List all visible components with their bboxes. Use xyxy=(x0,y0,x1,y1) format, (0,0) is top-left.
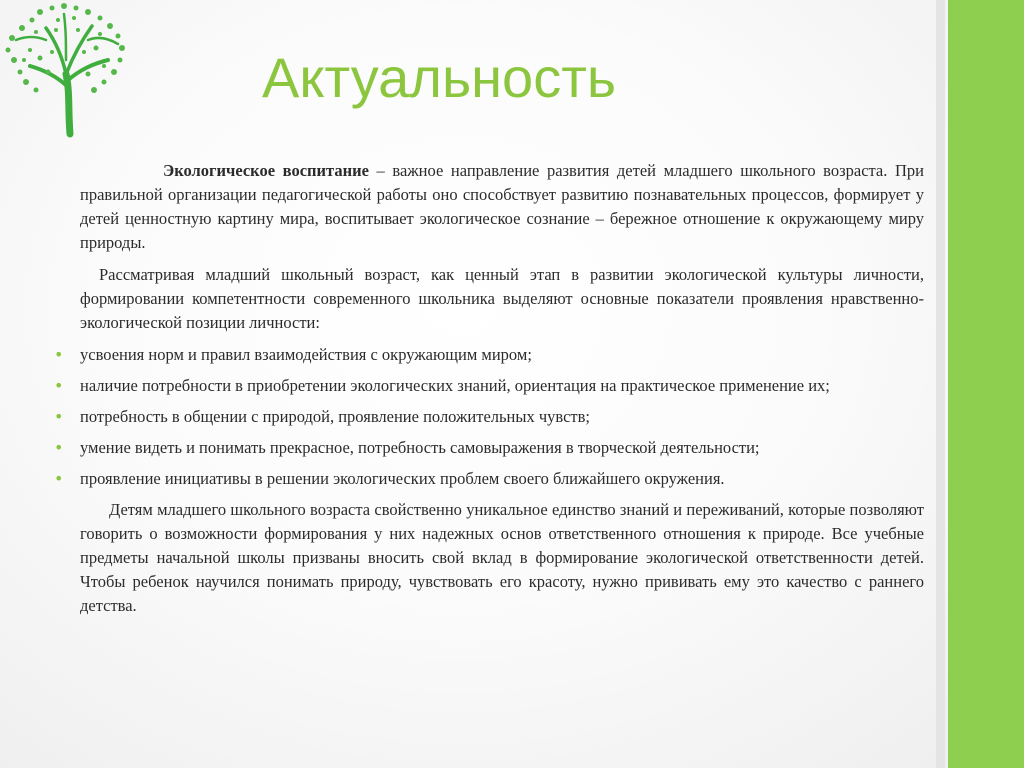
bullet-icon: • xyxy=(54,407,64,426)
bullet-icon: • xyxy=(54,376,64,395)
paragraph-intro xyxy=(54,159,924,255)
list-item xyxy=(54,467,924,491)
list-item-text: потребность в общении с природой, проявление положительных чувств; xyxy=(80,407,590,426)
slide-body xyxy=(54,159,924,626)
list-item-text: проявление инициативы в решении экологических проблем своего ближайшего окружения. xyxy=(80,469,725,488)
side-accent-stripe xyxy=(948,0,1024,768)
list-item xyxy=(54,343,924,367)
indicator-list xyxy=(54,343,924,491)
list-item xyxy=(54,436,924,460)
paragraph-indicators: Рассматривая младший школьный возраст, как ценный этап в развитии экологической культуры личности, формировании компетентности современного школьника выделяют основные показатели проявления нравственно-экологической позиции личности: xyxy=(80,265,924,332)
paragraph-intro-bold-term: Экологическое воспитание xyxy=(163,161,369,180)
bullet-icon: • xyxy=(54,469,64,488)
list-item-text: наличие потребности в приобретении экологических знаний, ориентация на практическое применение их; xyxy=(80,376,830,395)
paragraph-conclusion: Детям младшего школьного возраста свойственно уникальное единство знаний и переживаний, которые позволяют говорить о возможности формирования у них надежных основ ответственного отношения к природе. Все учебные предметы начальной школы призваны вносить свой вклад в формирование экологической ответственности детей. Чтобы ребенок научился понимать природу, чувствовать его красоту, нужно прививать ему это качество с раннего детства. xyxy=(80,500,924,615)
paragraph-intro-text: – важное направление развития детей младшего школьного возраста. При правильной организации педагогической работы оно способствует развитию познавательных процессов, формирует у детей ценностную картину мира, воспитывает экологическое сознание – бережное отношение к окружающему миру природы. xyxy=(80,161,924,252)
list-item xyxy=(54,405,924,429)
list-item xyxy=(54,374,924,398)
bullet-icon: • xyxy=(54,438,64,457)
bullet-icon: • xyxy=(54,345,64,364)
list-item-text: умение видеть и понимать прекрасное, потребность самовыражения в творческой деятельности; xyxy=(80,438,760,457)
side-stripe-divider xyxy=(936,0,945,768)
list-item-text: усвоения норм и правил взаимодействия с окружающим миром; xyxy=(80,345,532,364)
green-tree-icon xyxy=(0,0,130,138)
slide-title: Актуальность xyxy=(262,46,617,109)
